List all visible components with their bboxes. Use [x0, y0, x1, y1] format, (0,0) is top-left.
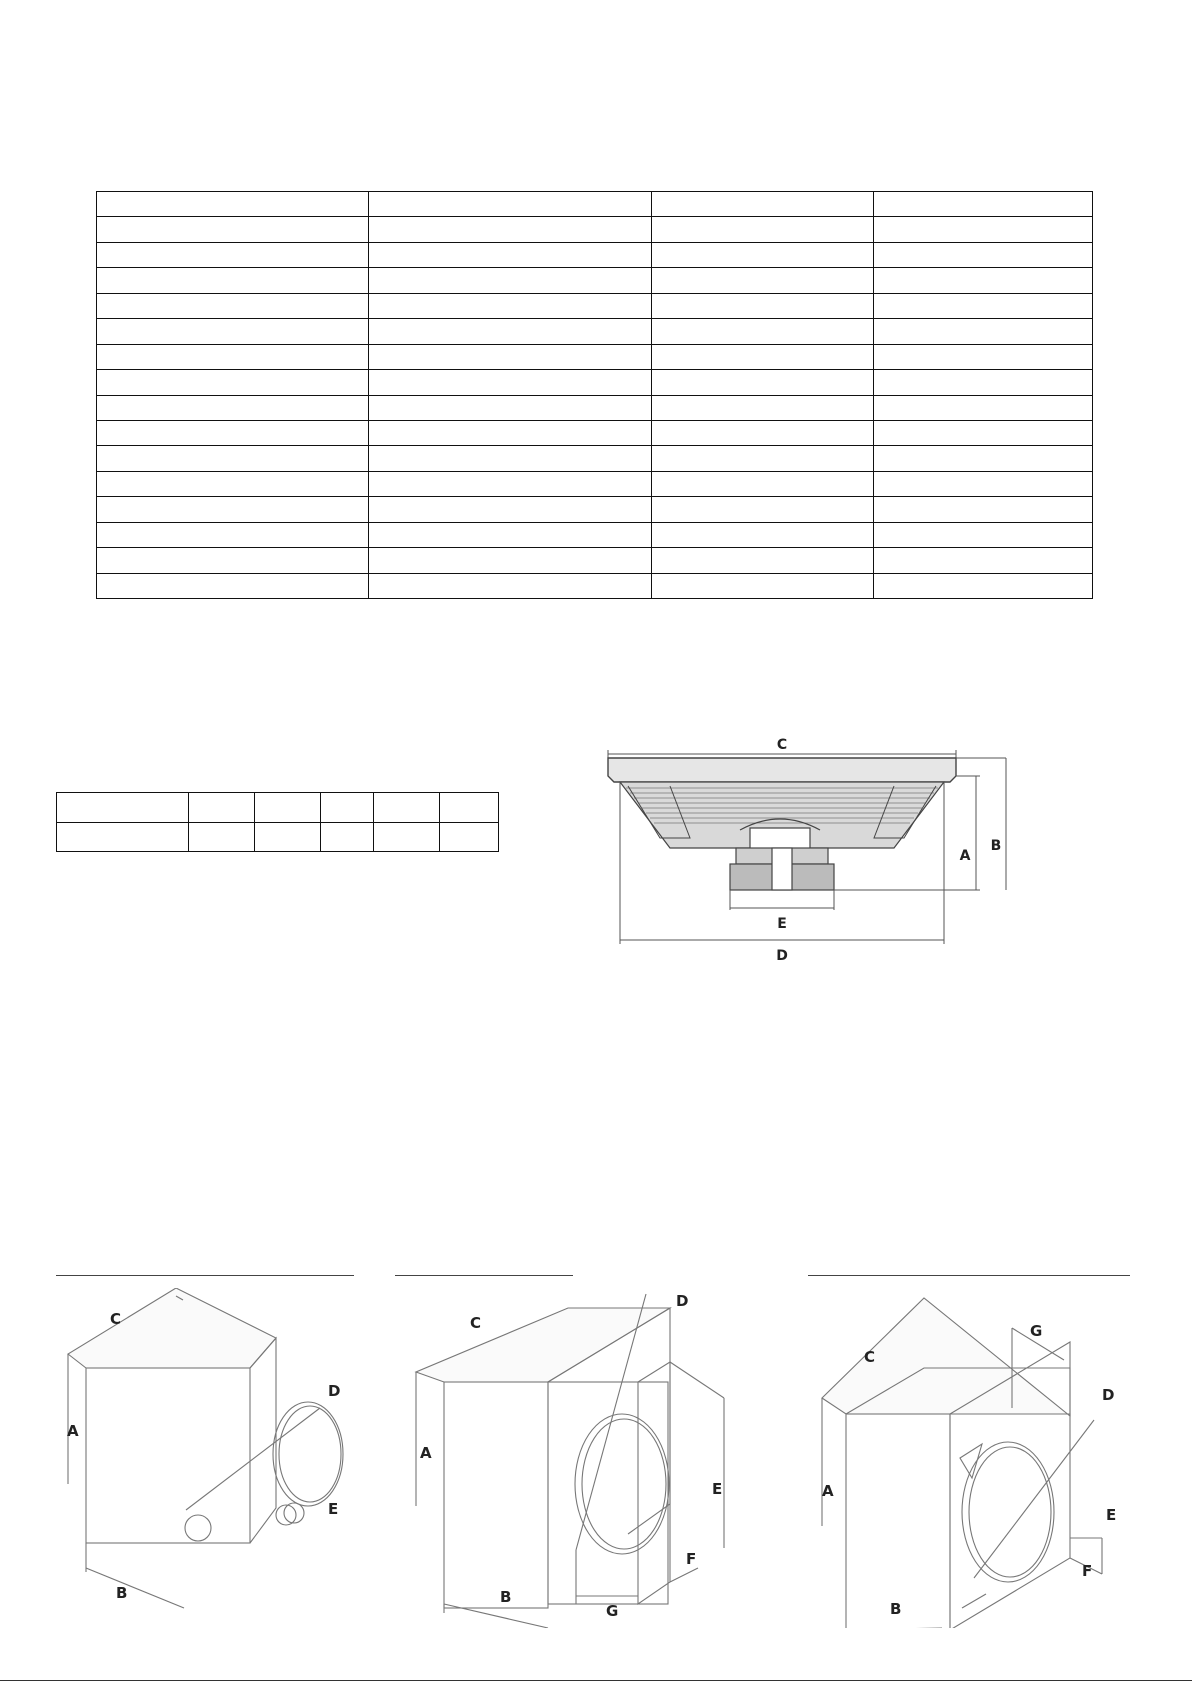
spec-cell: [652, 344, 874, 369]
spec-cell: [369, 217, 652, 242]
bandpass-box-rule: [808, 1275, 1130, 1276]
spec-cell: [97, 446, 369, 471]
spec-row: [97, 548, 1093, 573]
spec-row: [97, 192, 1093, 217]
spec-row: [97, 293, 1093, 318]
spec-cell: [874, 548, 1093, 573]
speaker-label-e: E: [777, 916, 787, 932]
spec-cell: [652, 522, 874, 547]
spec-row: [97, 217, 1093, 242]
spec-cell: [874, 293, 1093, 318]
bandpass-label-c: C: [864, 1348, 876, 1366]
dims-cell: [57, 822, 189, 852]
specification-table: [96, 191, 1093, 599]
dims-cell: [255, 822, 321, 852]
spec-cell: [97, 471, 369, 496]
slot-port-box-rule: [395, 1275, 573, 1276]
dims-cell: [440, 793, 499, 823]
dims-cell: [57, 793, 189, 823]
spec-row: [97, 573, 1093, 598]
dims-cell: [321, 822, 374, 852]
spec-cell: [369, 319, 652, 344]
spec-cell: [874, 344, 1093, 369]
slot-label-g: G: [606, 1602, 619, 1620]
spec-cell: [369, 242, 652, 267]
spec-cell: [369, 471, 652, 496]
spec-cell: [652, 420, 874, 445]
dims-row: [57, 822, 499, 852]
spec-row: [97, 242, 1093, 267]
spec-cell: [369, 522, 652, 547]
spec-cell: [97, 497, 369, 522]
spec-cell: [652, 548, 874, 573]
sealed-label-b: B: [116, 1584, 128, 1602]
sealed-label-e: E: [328, 1500, 339, 1518]
spec-cell: [369, 395, 652, 420]
spec-row: [97, 370, 1093, 395]
spec-cell: [874, 446, 1093, 471]
spec-cell: [874, 319, 1093, 344]
bandpass-label-e: E: [1106, 1506, 1117, 1524]
slot-label-d: D: [676, 1292, 689, 1310]
spec-row: [97, 420, 1093, 445]
spec-cell: [652, 217, 874, 242]
dims-cell: [189, 822, 255, 852]
spec-cell: [97, 573, 369, 598]
spec-cell: [874, 192, 1093, 217]
bandpass-label-g: G: [1030, 1322, 1043, 1340]
spec-cell: [874, 573, 1093, 598]
slot-label-b: B: [500, 1588, 512, 1606]
slot-label-f: F: [686, 1550, 697, 1568]
slot-port-box-drawing: [408, 1288, 748, 1628]
dims-cell: [374, 822, 440, 852]
spec-cell: [369, 446, 652, 471]
speaker-label-d: D: [776, 948, 788, 964]
bandpass-label-f: F: [1082, 1562, 1093, 1580]
spec-cell: [874, 471, 1093, 496]
spec-cell: [97, 420, 369, 445]
spec-cell: [369, 293, 652, 318]
spec-row: [97, 497, 1093, 522]
spec-cell: [652, 497, 874, 522]
spec-cell: [97, 548, 369, 573]
speaker-label-a: A: [959, 848, 971, 864]
spec-cell: [652, 395, 874, 420]
sealed-label-c: C: [110, 1310, 122, 1328]
spec-cell: [652, 471, 874, 496]
spec-cell: [97, 522, 369, 547]
dims-cell: [189, 793, 255, 823]
slot-label-c: C: [470, 1314, 482, 1332]
spec-cell: [874, 420, 1093, 445]
slot-label-a: A: [420, 1444, 432, 1462]
spec-cell: [97, 192, 369, 217]
spec-cell: [652, 319, 874, 344]
spec-row: [97, 446, 1093, 471]
dims-cell: [440, 822, 499, 852]
dimension-table: [56, 792, 499, 852]
spec-cell: [97, 293, 369, 318]
spec-cell: [369, 497, 652, 522]
spec-row: [97, 395, 1093, 420]
spec-row: [97, 268, 1093, 293]
speaker-dimension-drawing: [600, 738, 1020, 978]
spec-cell: [874, 268, 1093, 293]
slot-label-e: E: [712, 1480, 723, 1498]
dims-cell: [374, 793, 440, 823]
sealed-label-a: A: [67, 1422, 79, 1440]
dims-row: [57, 793, 499, 823]
spec-cell: [874, 497, 1093, 522]
spec-cell: [369, 192, 652, 217]
spec-row: [97, 344, 1093, 369]
bandpass-label-b: B: [890, 1600, 902, 1618]
sealed-box-rule: [56, 1275, 354, 1276]
spec-cell: [652, 573, 874, 598]
spec-cell: [652, 242, 874, 267]
spec-cell: [369, 420, 652, 445]
spec-row: [97, 471, 1093, 496]
spec-cell: [652, 293, 874, 318]
sealed-box-drawing: [58, 1288, 378, 1618]
spec-cell: [874, 217, 1093, 242]
spec-cell: [874, 370, 1093, 395]
spec-cell: [97, 242, 369, 267]
spec-cell: [369, 573, 652, 598]
spec-row: [97, 522, 1093, 547]
spec-cell: [97, 217, 369, 242]
spec-cell: [97, 268, 369, 293]
spec-cell: [369, 268, 652, 293]
spec-cell: [369, 344, 652, 369]
bandpass-label-d: D: [1102, 1386, 1115, 1404]
dims-cell: [321, 793, 374, 823]
spec-cell: [652, 268, 874, 293]
spec-cell: [97, 344, 369, 369]
spec-cell: [369, 370, 652, 395]
spec-cell: [97, 395, 369, 420]
page-bottom-rule: [0, 1680, 1192, 1681]
spec-cell: [369, 548, 652, 573]
dims-cell: [255, 793, 321, 823]
spec-row: [97, 319, 1093, 344]
spec-cell: [874, 522, 1093, 547]
speaker-label-b: B: [990, 838, 1002, 854]
bandpass-box-drawing: [812, 1288, 1142, 1628]
spec-cell: [874, 242, 1093, 267]
spec-cell: [97, 370, 369, 395]
spec-cell: [652, 192, 874, 217]
spec-cell: [652, 370, 874, 395]
spec-cell: [874, 395, 1093, 420]
spec-cell: [97, 319, 369, 344]
spec-cell: [652, 446, 874, 471]
speaker-label-c: C: [776, 738, 788, 753]
sealed-label-d: D: [328, 1382, 341, 1400]
bandpass-label-a: A: [822, 1482, 834, 1500]
